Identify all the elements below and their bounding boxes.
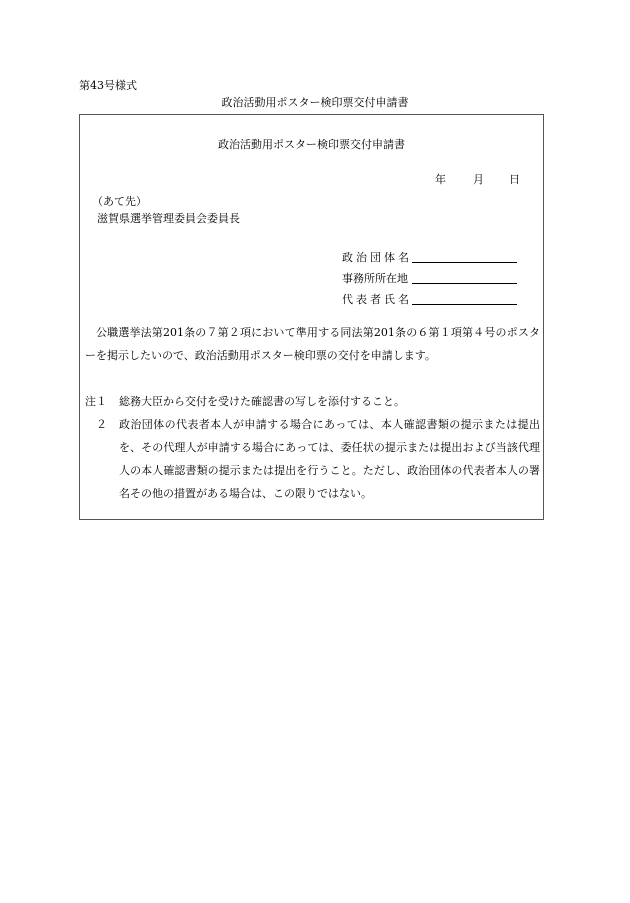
organization-name-line[interactable] (412, 248, 517, 263)
note-1 (85, 390, 540, 413)
organization-name-label: 政治団体名 (342, 251, 412, 264)
field-row-organization (342, 244, 517, 265)
application-statement: 公職選挙法第201条の７第２項において準用する同法第201条の６第１項第４号のポスターを掲示したいので、政治活動用ポスター検印票の交付を申請します。 (85, 326, 540, 362)
date-day-label: 日 (509, 173, 520, 186)
applicant-fields (342, 244, 517, 307)
page-title: 政治活動用ポスター検印票交付申請書 (221, 96, 409, 109)
date-month-label: 月 (473, 173, 484, 186)
office-address-label: 事務所所在地 (342, 272, 408, 285)
note-2-text: 政治団体の代表者本人が申請する場合にあっては、本人確認書類の提示または提出を、その代理人が申請する場合にあっては、委任状の提示または提出および当該代理人の本人確認書類の提示または提出を行うこと。ただし、政治団体の代表者本人の署名その他の措置がある場合は、この限りではない。 (119, 418, 540, 500)
field-row-office (342, 265, 517, 286)
addressee-name: 滋賀県選挙管理委員会委員長 (97, 212, 240, 225)
note-2-marker: ２ (96, 418, 107, 431)
form-number: 第43号様式 (79, 79, 137, 92)
office-address-line[interactable] (412, 269, 517, 284)
date-year-label: 年 (435, 173, 446, 186)
addressee-label: （あて先） (92, 195, 147, 208)
representative-name-label: 代表者氏名 (342, 293, 412, 306)
application-form-frame (79, 114, 544, 520)
note-2 (85, 413, 540, 505)
form-title: 政治活動用ポスター検印票交付申請書 (218, 138, 405, 151)
representative-name-line[interactable] (412, 290, 517, 305)
note-1-text: 総務大臣から交付を受けた確認書の写しを添付すること。 (119, 395, 405, 408)
notes-section (85, 390, 540, 505)
note-1-marker: 注１ (85, 395, 107, 408)
addressee-block (92, 193, 240, 227)
field-row-representative (342, 286, 517, 307)
